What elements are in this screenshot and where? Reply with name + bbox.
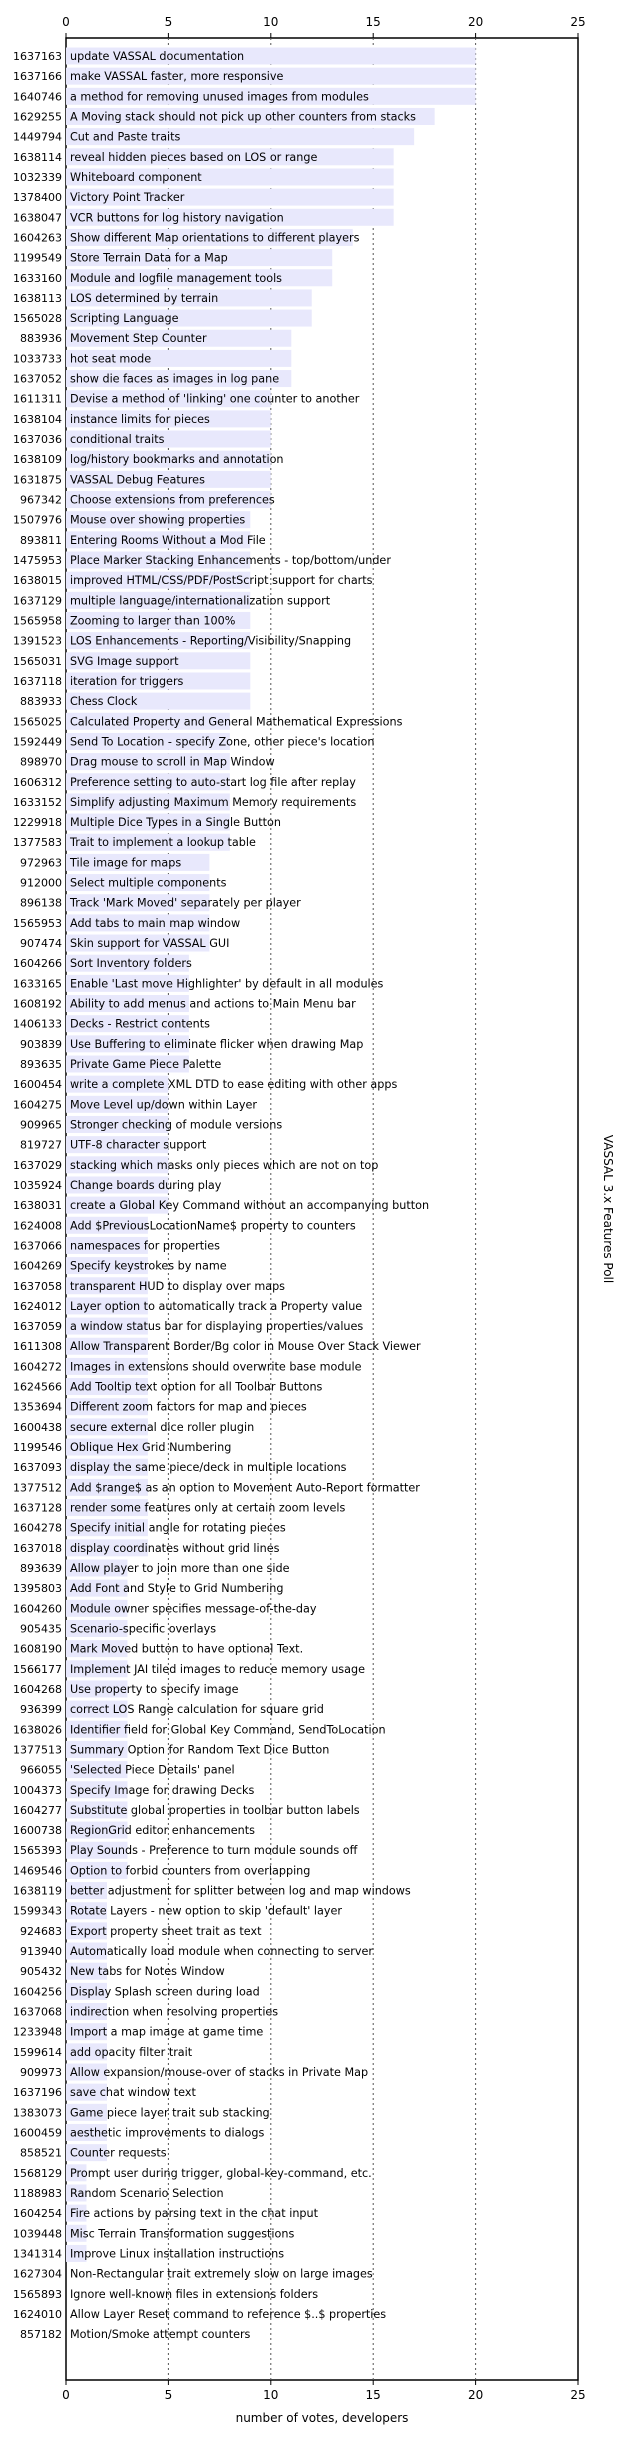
bar-label: Allow player to join more than one side: [70, 1562, 290, 1575]
bar-label: make VASSAL faster, more responsive: [70, 70, 284, 84]
category-id: 1565025: [13, 715, 62, 729]
category-id-labels: [13, 50, 62, 2341]
bar-label: Game piece layer trait sub stacking: [70, 2106, 270, 2120]
x-ticks-top: [62, 15, 585, 38]
category-id: 1637128: [13, 1501, 62, 1515]
category-id: 1035924: [13, 1178, 62, 1192]
category-id: 1599614: [13, 2045, 62, 2059]
bar-label: Random Scenario Selection: [70, 2186, 224, 2200]
category-id: 1600438: [13, 1420, 62, 1434]
y-axis-label: VASSAL 3.x Features Poll: [601, 1134, 615, 1284]
bar-label: Prompt user during trigger, global-key-command, etc.: [70, 2166, 372, 2180]
bar-label: Place Marker Stacking Enhancements - top/bottom/under: [70, 554, 391, 567]
bar-label: multiple language/internationalization support: [70, 594, 331, 608]
bar-label: Substitute global properties in toolbar button labels: [70, 1803, 360, 1817]
category-id: 1566177: [13, 1662, 62, 1676]
x-tick-label: 0: [62, 15, 70, 29]
category-id: 1377583: [13, 836, 62, 850]
category-id: 1633165: [13, 977, 62, 991]
category-id: 1640746: [13, 90, 62, 104]
bar-label: Identifier field for Global Key Command, SendToLocation: [70, 1723, 386, 1737]
category-id: 1604266: [13, 957, 62, 971]
category-id: 912000: [20, 876, 62, 890]
bar-label: Allow Transparent Border/Bg color in Mouse Over Stack Viewer: [70, 1340, 421, 1354]
category-id: 909965: [20, 1118, 62, 1132]
bar-label: Fire actions by parsing text in the chat input: [70, 2207, 318, 2221]
category-id: 858521: [20, 2146, 62, 2160]
bar-label: Sort Inventory folders: [70, 957, 192, 971]
bar-label: New tabs for Notes Window: [70, 1965, 225, 1979]
bar-label: iteration for triggers: [70, 674, 184, 688]
category-id: 1638026: [13, 1723, 62, 1737]
category-id: 819727: [20, 1138, 62, 1152]
category-id: 1565893: [13, 2287, 62, 2301]
category-id: 1608192: [13, 997, 62, 1011]
category-id: 1599343: [13, 1904, 62, 1918]
x-tick-label: 10: [263, 2388, 279, 2402]
category-id: 1604256: [13, 1985, 62, 1999]
category-id: 1592449: [13, 735, 62, 749]
x-tick-label: 5: [164, 2388, 173, 2402]
bar-label: stacking which masks only pieces which are not on top: [70, 1158, 379, 1172]
bar-label: Automatically load module when connecting to server: [70, 1945, 373, 1959]
category-id: 1395803: [13, 1582, 62, 1596]
category-id: 1629255: [13, 110, 62, 124]
bar-label: Add $range$ as an option to Movement Auto-Report formatter: [70, 1481, 420, 1495]
bar-label: save chat window text: [70, 2086, 196, 2100]
category-id: 1637059: [13, 1320, 62, 1334]
category-id: 1565958: [13, 614, 62, 628]
category-id: 1565393: [13, 1844, 62, 1858]
bar-label: Display Splash screen during load: [70, 1985, 260, 1999]
bar-label: Use Buffering to eliminate flicker when drawing Map: [70, 1037, 364, 1051]
bar-label: Select multiple components: [70, 876, 227, 890]
bar-label: Entering Rooms Without a Mod File: [70, 533, 266, 547]
bar-label: better adjustment for splitter between log and map windows: [70, 1884, 411, 1898]
category-id: 1383073: [13, 2106, 62, 2120]
bar-label: Play Sounds - Preference to turn module sounds off: [70, 1844, 358, 1858]
category-id: 1604278: [13, 1521, 62, 1535]
bar-label: indirection when resolving properties: [70, 2005, 279, 2019]
bar-label: Allow Layer Reset command to reference $..$ properties: [70, 2307, 387, 2321]
bar-label: Import a map image at game time: [70, 2025, 264, 2039]
bar-label: Decks - Restrict contents: [70, 1017, 210, 1031]
category-id: 1507976: [13, 513, 62, 527]
bar-label: UTF-8 character support: [70, 1138, 207, 1152]
bar-label: Specify initial angle for rotating pieces: [70, 1521, 286, 1535]
category-id: 1004373: [13, 1783, 62, 1797]
category-id: 1638104: [13, 412, 62, 426]
category-id: 1600738: [13, 1824, 62, 1838]
category-id: 1604277: [13, 1803, 62, 1817]
bar-label: secure external dice roller plugin: [70, 1420, 255, 1434]
bar-label: Mouse over showing properties: [70, 513, 246, 527]
category-id: 1638031: [13, 1199, 62, 1213]
category-id: 1637196: [13, 2086, 62, 2100]
bar-label: Ignore well-known files in extensions folders: [70, 2287, 319, 2301]
bar-label: Multiple Dice Types in a Single Button: [70, 816, 281, 830]
category-id: 883936: [20, 332, 62, 346]
category-id: 1606312: [13, 775, 62, 789]
category-id: 1637029: [13, 1158, 62, 1172]
bar-label: Devise a method of 'linking' one counter to another: [70, 392, 360, 406]
bar-label: instance limits for pieces: [70, 412, 210, 426]
bar-label: 'Selected Piece Details' panel: [70, 1763, 235, 1777]
category-id: 1233948: [13, 2025, 62, 2039]
category-id: 1353694: [13, 1400, 62, 1414]
category-id: 1637129: [13, 594, 62, 608]
category-id: 1638047: [13, 211, 62, 225]
category-id: 893635: [20, 1058, 62, 1071]
bar-label: display the same piece/deck in multiple locations: [70, 1461, 347, 1475]
category-id: 1638114: [13, 150, 62, 164]
bar-label: Add $PreviousLocationName$ property to counters: [70, 1219, 356, 1233]
category-id: 1039448: [13, 2227, 62, 2241]
bar-label: reveal hidden pieces based on LOS or range: [70, 150, 318, 164]
category-id: 1377513: [13, 1743, 62, 1757]
bar-label: Drag mouse to scroll in Map Window: [70, 755, 275, 769]
bar-label: Add tabs to main map window: [70, 916, 241, 930]
category-id: 1378400: [13, 191, 62, 205]
bar-label: Calculated Property and General Mathematical Expressions: [70, 715, 403, 729]
bar-label: Victory Point Tracker: [70, 191, 185, 205]
bar-label: add opacity filter trait: [70, 2045, 193, 2059]
category-id: 1604254: [13, 2207, 62, 2221]
x-tick-label: 25: [570, 15, 586, 29]
bar-label: aesthetic improvements to dialogs: [70, 2126, 265, 2140]
x-tick-label: 25: [570, 2388, 586, 2402]
bar-label: A Moving stack should not pick up other counters from stacks: [70, 110, 416, 124]
category-id: 883933: [20, 695, 62, 709]
bar-label: Export property sheet trait as text: [70, 1924, 262, 1938]
bar-label: show die faces as images in log pane: [70, 372, 280, 386]
bar-label: Simplify adjusting Maximum Memory requirements: [70, 795, 357, 809]
bar-label: Different zoom factors for map and pieces: [70, 1400, 307, 1414]
bar-label: Change boards during play: [70, 1178, 222, 1192]
category-id: 1604268: [13, 1682, 62, 1696]
bar-label: Show different Map orientations to different players: [70, 231, 360, 245]
category-id: 903839: [20, 1037, 62, 1051]
category-id: 1406133: [13, 1017, 62, 1031]
category-id: 1633152: [13, 795, 62, 809]
bar-label: namespaces for properties: [70, 1239, 220, 1253]
category-id: 1638109: [13, 453, 62, 467]
category-id: 907474: [20, 937, 62, 951]
bar-label: Layer option to automatically track a Property value: [70, 1299, 363, 1313]
bar-label: Ability to add menus and actions to Main Menu bar: [70, 997, 356, 1011]
bar-label: Specify keystrokes by name: [70, 1259, 227, 1273]
category-id: 1199546: [13, 1441, 62, 1455]
bar-label: Enable 'Last move Highlighter' by default in all modules: [70, 977, 384, 991]
bar-label: Store Terrain Data for a Map: [70, 251, 228, 265]
category-id: 1229918: [13, 816, 62, 830]
bar-label: LOS determined by terrain: [70, 291, 219, 305]
bar-label: Chess Clock: [70, 695, 138, 709]
bar-label: Motion/Smoke attempt counters: [70, 2328, 251, 2342]
bar-label: Move Level up/down within Layer: [70, 1098, 258, 1112]
category-id: 1638113: [13, 291, 62, 305]
category-id: 896138: [20, 896, 62, 910]
bar-labels: [69, 50, 429, 2341]
bar-label: Scripting Language: [70, 312, 179, 326]
category-id: 1032339: [13, 170, 62, 184]
category-id: 1608190: [13, 1642, 62, 1656]
bar-label: Non-Rectangular trait extremely slow on large images: [70, 2267, 373, 2281]
category-id: 967342: [20, 493, 62, 507]
bar-label: Use property to specify image: [70, 1682, 239, 1696]
category-id: 1568129: [13, 2166, 62, 2180]
bar-label: Whiteboard component: [70, 170, 202, 184]
category-id: 1631875: [13, 473, 62, 487]
bar-label: Preference setting to auto-start log file after replay: [70, 775, 356, 789]
category-id: 1188983: [13, 2186, 62, 2200]
category-id: 1637036: [13, 433, 62, 447]
bar-label: VCR buttons for log history navigation: [70, 211, 284, 225]
category-id: 1637066: [13, 1239, 62, 1253]
category-id: 1565953: [13, 916, 62, 930]
bar-label: Skin support for VASSAL GUI: [70, 937, 230, 951]
bar-label: Track 'Mark Moved' separately per player: [70, 896, 301, 910]
category-id: 893811: [20, 533, 62, 547]
category-id: 1565031: [13, 654, 62, 668]
bar-label: hot seat mode: [70, 352, 152, 366]
bar-label: Rotate Layers - new option to skip 'default' layer: [70, 1904, 342, 1918]
bar-label: LOS Enhancements - Reporting/Visibility/Snapping: [70, 634, 352, 648]
x-tick-label: 10: [263, 15, 279, 29]
category-id: 1604263: [13, 231, 62, 245]
bar-label: Option to forbid counters from overlapping: [70, 1864, 311, 1878]
bar-label: correct LOS Range calculation for square grid: [70, 1703, 324, 1717]
category-id: 1199549: [13, 251, 62, 265]
bar-label: Add Font and Style to Grid Numbering: [70, 1582, 284, 1596]
x-tick-label: 5: [164, 15, 173, 29]
bar-label: Module and logfile management tools: [70, 271, 282, 285]
category-id: 1638015: [13, 574, 62, 588]
category-id: 905435: [20, 1622, 62, 1636]
category-id: 924683: [20, 1924, 62, 1938]
bar-label: log/history bookmarks and annotation: [70, 453, 284, 467]
category-id: 913940: [20, 1945, 62, 1959]
bar-label: Summary Option for Random Text Dice Button: [70, 1743, 330, 1757]
category-id: 1637052: [13, 372, 62, 386]
category-id: 857182: [20, 2328, 62, 2342]
bar-label: Scenario-specific overlays: [70, 1622, 217, 1636]
bar-label: Movement Step Counter: [70, 332, 207, 346]
category-id: 1475953: [13, 554, 62, 567]
bar-label: Tile image for maps: [70, 856, 182, 870]
bar-label: write a complete XML DTD to ease editing with other apps: [70, 1078, 398, 1092]
bar-label: Improve Linux installation instructions: [70, 2247, 285, 2261]
category-id: 1627304: [13, 2267, 62, 2281]
bar-label: a method for removing unused images from modules: [70, 90, 369, 104]
bar-label: VASSAL Debug Features: [70, 473, 205, 487]
x-tick-label: 15: [365, 15, 381, 29]
bar-label: Send To Location - specify Zone, other piece's location: [70, 735, 375, 749]
category-id: 1624566: [13, 1380, 62, 1394]
category-id: 1633160: [13, 271, 62, 285]
category-id: 1637068: [13, 2005, 62, 2019]
category-id: 972963: [20, 856, 62, 870]
category-id: 1624010: [13, 2307, 62, 2321]
category-id: 936399: [20, 1703, 62, 1717]
x-tick-label: 15: [365, 2388, 381, 2402]
x-tick-label: 20: [467, 15, 484, 29]
bar-label: Specify Image for drawing Decks: [70, 1783, 255, 1797]
category-id: 1600454: [13, 1078, 62, 1092]
category-id: 1565028: [13, 312, 62, 326]
bar-label: Misc Terrain Transformation suggestions: [70, 2227, 295, 2241]
bar-label: create a Global Key Command without an accompanying button: [70, 1199, 430, 1213]
category-id: 1604269: [13, 1259, 62, 1273]
category-id: 1469546: [13, 1864, 62, 1878]
category-id: 1449794: [13, 130, 62, 144]
category-id: 893639: [20, 1562, 62, 1575]
category-id: 905432: [20, 1965, 62, 1979]
category-id: 909973: [20, 2066, 62, 2079]
bar-label: a window status bar for displaying properties/values: [70, 1320, 364, 1334]
bar-label: improved HTML/CSS/PDF/PostScript support for charts: [70, 574, 373, 588]
category-id: 1637118: [13, 674, 62, 688]
category-id: 1033733: [13, 352, 62, 366]
category-id: 898970: [20, 755, 62, 769]
bar-label: Trait to implement a lookup table: [70, 836, 256, 850]
x-ticks-bottom: [62, 2380, 585, 2402]
x-axis-label: number of votes, developers: [235, 2411, 409, 2425]
category-id: 1604272: [13, 1360, 62, 1374]
bar-label: conditional traits: [70, 433, 165, 447]
bar-label: Implement JAI tiled images to reduce memory usage: [70, 1662, 365, 1676]
x-tick-label: 20: [467, 2388, 484, 2402]
bar-label: Private Game Piece Palette: [70, 1058, 222, 1071]
category-id: 1604275: [13, 1098, 62, 1112]
bar-label: Counter requests: [70, 2146, 167, 2160]
x-tick-label: 0: [62, 2388, 70, 2402]
bar-label: update VASSAL documentation: [70, 50, 245, 63]
bar-label: Mark Moved button to have optional Text.: [70, 1642, 304, 1656]
category-id: 1637058: [13, 1279, 62, 1293]
bar-label: Cut and Paste traits: [70, 130, 181, 144]
bar-label: Add Tooltip text option for all Toolbar Buttons: [70, 1380, 323, 1394]
category-id: 1638119: [13, 1884, 62, 1898]
category-id: 1604260: [13, 1602, 62, 1616]
bar-label: render some features only at certain zoom levels: [70, 1501, 346, 1515]
bar-label: transparent HUD to display over maps: [70, 1279, 286, 1293]
bar-label: Zooming to larger than 100%: [70, 614, 236, 628]
bar-label: Oblique Hex Grid Numbering: [70, 1441, 232, 1455]
bar-label: Allow expansion/mouse-over of stacks in Private Map: [70, 2066, 369, 2079]
category-id: 1624012: [13, 1299, 62, 1313]
bar-label: SVG Image support: [70, 654, 179, 668]
category-id: 1637018: [13, 1541, 62, 1555]
category-id: 966055: [20, 1763, 62, 1777]
bar-label: Images in extensions should overwrite base module: [70, 1360, 362, 1374]
bar-label: Choose extensions from preferences: [70, 493, 275, 507]
category-id: 1611311: [13, 392, 62, 406]
category-id: 1611308: [13, 1340, 62, 1354]
category-id: 1341314: [13, 2247, 62, 2261]
category-id: 1391523: [13, 634, 62, 648]
category-id: 1377512: [13, 1481, 62, 1495]
category-id: 1624008: [13, 1219, 62, 1233]
bar-label: display coordinates without grid lines: [70, 1541, 280, 1555]
bar-label: RegionGrid editor enhancements: [70, 1824, 255, 1838]
category-id: 1637166: [13, 70, 62, 84]
category-id: 1637093: [13, 1461, 62, 1475]
category-id: 1600459: [13, 2126, 62, 2140]
bar-label: Module owner specifies message-of-the-day: [70, 1602, 317, 1616]
bar-label: Stronger checking of module versions: [70, 1118, 283, 1132]
category-id: 1637163: [13, 50, 62, 63]
